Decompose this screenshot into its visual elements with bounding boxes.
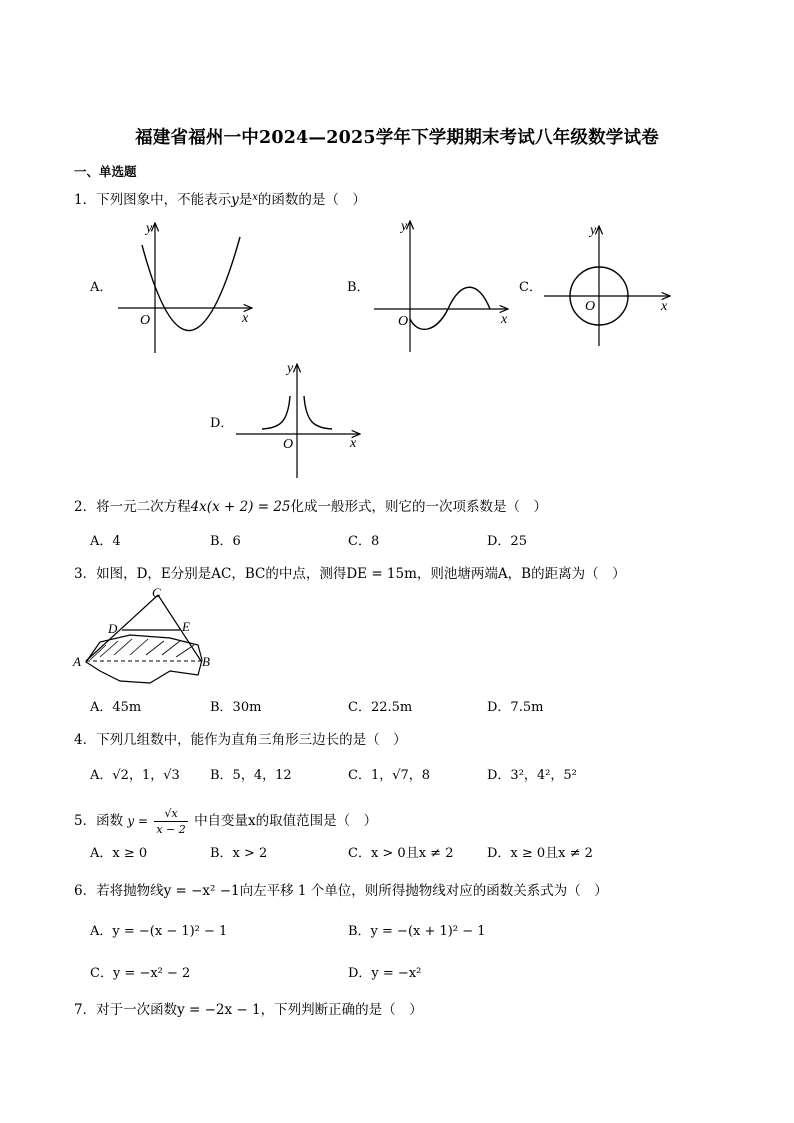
q1-graph-b: [370, 215, 515, 357]
question-7-stem: 7．对于一次函数y = −2x − 1，下列判断正确的是（ ）: [74, 1002, 423, 1018]
point-b-label: B: [202, 654, 210, 669]
q3-option-b[interactable]: B．30m: [210, 700, 262, 715]
point-c-label: C: [152, 585, 161, 600]
question-5-stem: [74, 806, 377, 837]
wave-curve: [410, 287, 490, 329]
question-3-stem: 3．如图，D，E分别是AC，BC的中点，测得DE = 15m，则池塘两端A，B的距离为（ ）: [74, 566, 626, 582]
q5-stem-pre: 5．函数: [74, 813, 124, 829]
point-d-label: D: [108, 621, 118, 636]
q5-option-a[interactable]: A．x ≥ 0: [90, 846, 148, 861]
q4-option-a[interactable]: A．√2，1，√3: [90, 768, 180, 783]
parabola-curve: [142, 237, 240, 331]
q1-var-x: x: [252, 192, 258, 203]
question-2-stem: [74, 495, 547, 515]
q5-denominator: x − 2: [156, 823, 186, 836]
x-axis-label: x: [242, 311, 249, 326]
q1-option-d-label: D．: [210, 416, 234, 431]
y-axis-label: y: [287, 361, 294, 376]
q5-option-b[interactable]: B．x > 2: [210, 846, 268, 861]
y-axis-label: y: [146, 221, 153, 236]
segment-bc: [158, 595, 201, 661]
q3-option-d[interactable]: D．7.5m: [487, 700, 544, 715]
q1-var-y: y: [231, 192, 239, 208]
right-branch-curve: [304, 396, 332, 429]
q2-option-c[interactable]: C．8: [348, 534, 380, 549]
q1-option-b-label: B．: [347, 280, 370, 295]
q4-option-c[interactable]: C．1，√7，8: [348, 768, 431, 783]
left-branch-curve: [262, 396, 290, 429]
segment-ac: [86, 595, 158, 661]
point-a-label: A: [73, 654, 81, 669]
q5-numerator: √x: [154, 806, 187, 822]
q2-option-a[interactable]: A．4: [90, 534, 121, 549]
x-axis-label: x: [661, 299, 668, 314]
q5-func-lhs: y =: [127, 814, 149, 828]
q1-graph-c: [540, 220, 675, 350]
q4-option-d[interactable]: D．3²，4²，5²: [487, 768, 577, 783]
q1-end-text: 的函数的是（ ）: [257, 192, 366, 208]
q2-stem-pre: 2．将一元二次方程: [74, 499, 191, 515]
origin-label: O: [283, 437, 294, 452]
q2-stem-post: 化成一般形式，则它的一次项系数是（ ）: [290, 499, 547, 515]
question-1-stem: [74, 188, 366, 208]
q4-option-b[interactable]: B．5，4，12: [210, 768, 292, 783]
q2-option-b[interactable]: B．6: [210, 534, 241, 549]
page-title: 福建省福州一中2024—2025学年下学期期末考试八年级数学试卷: [135, 128, 659, 148]
section-heading: 一、单选题: [74, 164, 137, 179]
q1-option-c-label: C．: [519, 280, 542, 295]
point-e-label: E: [182, 619, 190, 634]
q3-option-a[interactable]: A．45m: [90, 700, 142, 715]
q5-option-c[interactable]: C．x > 0且x ≠ 2: [348, 846, 454, 861]
q5-stem-post: 中自变量x的取值范围是（ ）: [194, 813, 378, 829]
q2-option-d[interactable]: D．25: [487, 534, 527, 549]
q6-option-b[interactable]: B．y = −(x + 1)² − 1: [348, 924, 486, 939]
q3-pond-figure: [70, 585, 230, 690]
q1-mid-text: 是: [238, 192, 253, 208]
q3-option-c[interactable]: C．22.5m: [348, 700, 413, 715]
q1-graph-a: [112, 215, 262, 357]
q5-fraction: [154, 806, 187, 837]
q1-option-a-label: A．: [90, 280, 113, 295]
q5-option-d[interactable]: D．x ≥ 0且x ≠ 2: [487, 846, 593, 861]
q6-option-d[interactable]: D．y = −x²: [348, 966, 422, 981]
q6-option-c[interactable]: C．y = −x² − 2: [90, 966, 191, 981]
pond-hatching: [90, 639, 194, 660]
question-4-stem: 4．下列几组数中，能作为直角三角形三边长的是（ ）: [74, 732, 407, 748]
y-axis-label: y: [401, 219, 408, 234]
origin-label: O: [140, 313, 151, 328]
q6-option-a[interactable]: A．y = −(x − 1)² − 1: [90, 924, 228, 939]
origin-label: O: [585, 299, 596, 314]
x-axis-label: x: [350, 436, 357, 451]
y-axis-label: y: [590, 223, 597, 238]
q1-graph-d: [232, 358, 367, 482]
q1-stem-text: 1．下列图象中，不能表示: [74, 192, 232, 208]
question-6-stem: 6．若将抛物线y = −x² −1向左平移 1 个单位，则所得抛物线对应的函数关系式为（ ）: [74, 883, 608, 899]
origin-label: O: [398, 314, 409, 329]
q2-equation: 4x(x + 2) = 25: [190, 499, 291, 515]
x-axis-label: x: [501, 312, 508, 327]
